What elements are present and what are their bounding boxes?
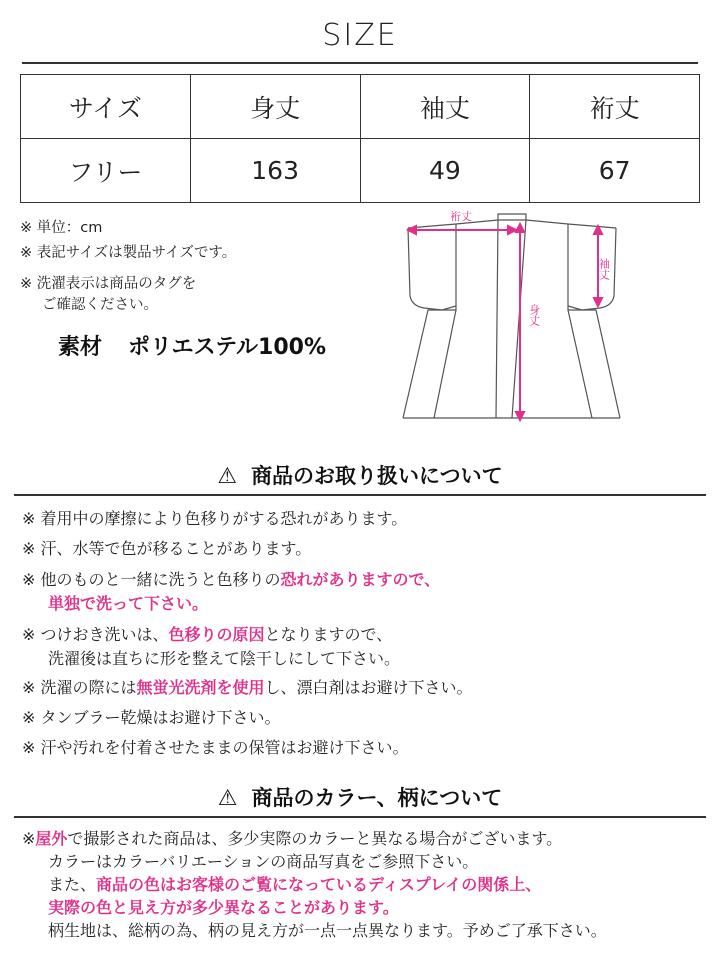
table-row	[21, 139, 700, 203]
care-line-3-cont: 単独で洗って下さい。	[48, 594, 209, 613]
header-yukitake: 裄丈	[530, 75, 700, 139]
header-sodetake: 袖丈	[360, 75, 530, 139]
cell-mitake: 163	[190, 139, 360, 203]
care-line-6: ※ タンブラー乾燥はお避け下さい。	[22, 708, 281, 727]
care-line-4-cont: 洗濯後は直ちに形を整えて陰干しにして下さい。	[48, 649, 401, 668]
cell-sodetake: 49	[360, 139, 530, 203]
color-line-4: 実際の色と見え方が多少異なることがあります。	[48, 898, 399, 917]
kimono-body-right	[568, 224, 620, 418]
care-emphasis-3: 無蛍光洗剤を使用	[136, 678, 265, 697]
title-divider	[22, 62, 698, 64]
note-product-size: ※ 表記サイズは製品サイズです。	[20, 245, 237, 261]
color-line-2: カラーはカラーバリエーションの商品写真をご参照下さい。	[48, 852, 479, 871]
table-header-row	[21, 75, 700, 139]
warning-icon: ⚠	[217, 464, 238, 489]
kimono-collar	[498, 214, 526, 220]
label-sodetake: 袖丈	[597, 258, 611, 280]
care-title-text: 商品のお取り扱いについて	[251, 464, 503, 488]
note-unit: ※ 単位：cm	[20, 220, 103, 236]
note-care-tag-cont: ご確認ください。	[42, 297, 158, 313]
color-line-5: 柄生地は、総柄の為、柄の見え方が一点一点異なります。予めご了承下さい。	[48, 921, 607, 940]
cell-size: フリー	[21, 139, 191, 203]
color-emphasis-display: 商品の色はお客様のご覧になっているディスプレイの関係上、	[96, 875, 542, 894]
color-line-3: また、商品の色はお客様のご覧になっているディスプレイの関係上、	[48, 875, 542, 894]
size-table	[20, 74, 700, 203]
kimono-shoulder	[408, 220, 616, 228]
color-emphasis-outdoor: 屋外	[35, 829, 68, 848]
care-line-5: ※ 洗濯の際には無蛍光洗剤を使用し、漂白剤はお避け下さい。	[22, 678, 473, 697]
header-mitake: 身丈	[190, 75, 360, 139]
cell-yukitake: 67	[530, 139, 700, 203]
material-value: ポリエステル100%	[128, 335, 327, 360]
care-emphasis-1: 恐れがありますので、	[280, 570, 441, 589]
note-care-tag: ※ 洗濯表示は商品のタグを	[20, 276, 197, 292]
care-divider	[14, 494, 706, 496]
care-emphasis-2: 色移りの原因	[168, 625, 265, 644]
care-line-1: ※ 着用中の摩擦により色移りがする恐れがあります。	[22, 509, 408, 528]
warning-icon: ⚠	[217, 786, 238, 811]
care-line-3: ※ 他のものと一緒に洗うと色移りの恐れがありますので、	[22, 570, 441, 589]
care-line-4: ※ つけおき洗いは、色移りの原因となりますので、	[22, 625, 393, 644]
material-label: 素材	[58, 335, 103, 360]
color-divider	[14, 816, 706, 818]
care-section-title	[0, 460, 720, 490]
label-yukitake: 裄丈	[450, 210, 472, 223]
page-title: SIZE	[322, 18, 398, 53]
color-section-title	[0, 782, 720, 812]
material-line	[58, 330, 326, 361]
kimono-left-sleeve	[408, 228, 456, 310]
color-title-text: 商品のカラー、柄について	[251, 786, 503, 810]
care-line-2: ※ 汗、水等で色が移ることがあります。	[22, 539, 312, 558]
kimono-body-left	[403, 224, 456, 418]
care-line-7: ※ 汗や汚れを付着させたままの保管はお避け下さい。	[22, 738, 409, 757]
label-mitake: 身丈	[527, 304, 541, 326]
header-size: サイズ	[21, 75, 191, 139]
kimono-diagram	[398, 206, 638, 428]
color-line-1: ※屋外で撮影された商品は、多少実際のカラーと異なる場合がございます。	[22, 829, 563, 848]
